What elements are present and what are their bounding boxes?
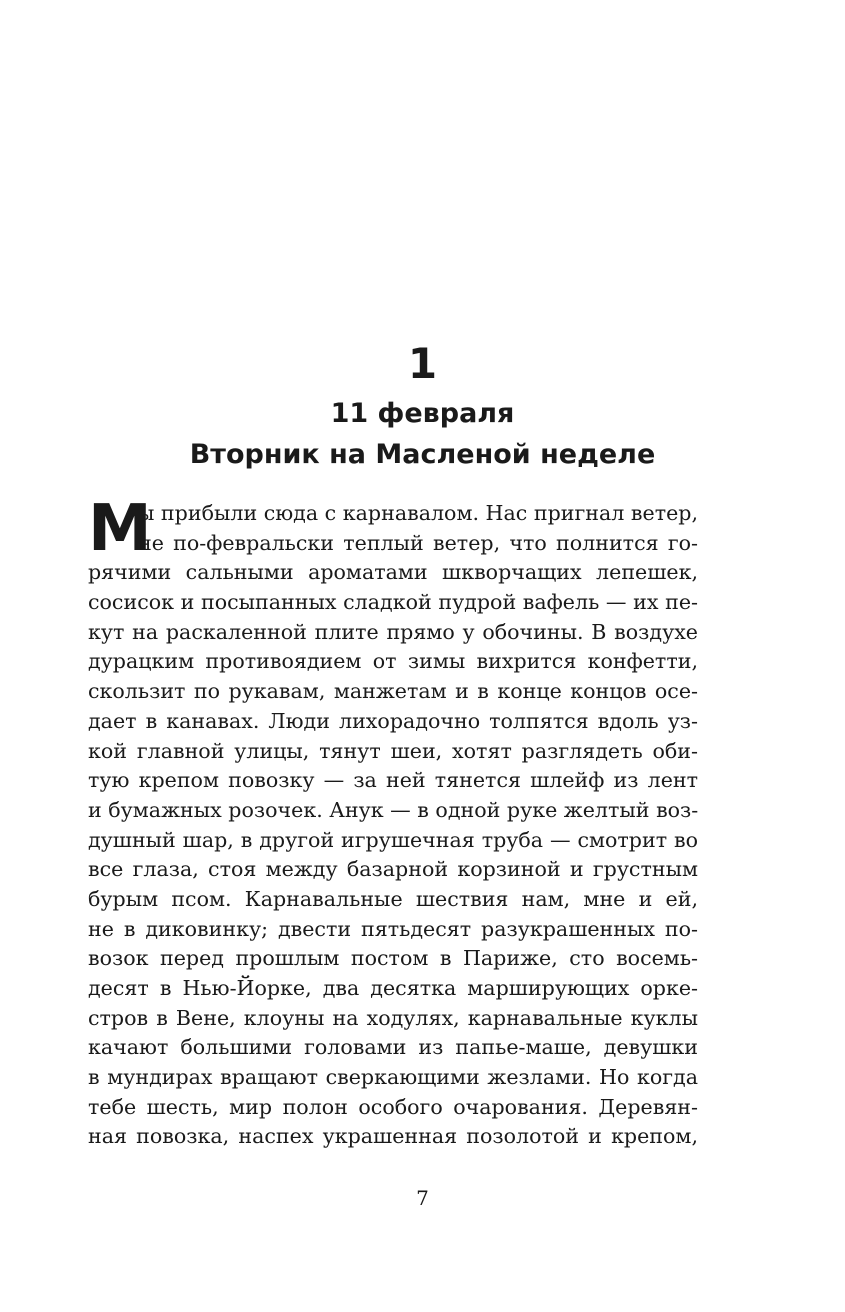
chapter-subtitle: Вторник на Масленой неделе [189,439,656,470]
text-line: кут на раскаленной плите прямо у обочины. В воздухе [88,619,698,644]
chapter-body [88,492,699,1152]
drop-cap: М [88,492,151,566]
text-line: дурацким противоядием от зимы вихрится конфетти, [88,649,698,674]
text-line: сосисок и посыпанных сладкой пудрой вафель — их пе- [88,590,698,615]
text-line: не в диковинку; двести пятьдесят разукрашенных по- [88,916,698,941]
text-line: и бумажных розочек. Анук — в одной руке желтый воз- [88,797,699,822]
text-line: тебе шесть, мир полон особого очарования. Деревян- [88,1094,698,1119]
text-line: не по-февральски теплый ветер, что полнится го- [138,530,698,555]
chapter-number: 1 [407,339,438,388]
text-line: десят в Нью-Йорке, два десятка марширующих орке- [88,976,698,1000]
text-line: дает в канавах. Люди лихорадочно толпятся вдоль уз- [88,708,698,733]
text-line: стров в Вене, клоуны на ходулях, карнавальные куклы [88,1005,698,1030]
text-line: в мундирах вращают сверкающими жезлами. Но когда [88,1065,698,1090]
text-line: ная повозка, наспех украшенная позолотой и крепом, [88,1124,698,1149]
text-line: душный шар, в другой игрушечная труба — смотрит во [88,827,698,852]
text-line: качают большими головами из папье-маше, девушки [88,1035,698,1060]
text-line: возок перед прошлым постом в Париже, сто восемь- [88,946,698,971]
text-line: бурым псом. Карнавальные шествия нам, мне и ей, [88,886,698,911]
text-line: тую крепом повозку — за ней тянется шлейф из лент [88,768,698,793]
page-number: 7 [416,1186,429,1210]
text-line: кой главной улицы, тянут шеи, хотят разглядеть оби- [88,738,698,763]
text-line: ы прибыли сюда с карнавалом. Нас пригнал ветер, [138,501,699,525]
chapter-date: 11 февраля [330,398,515,429]
text-line: все глаза, стоя между базарной корзиной и грустным [88,857,698,882]
text-line: рячими сальными ароматами шкворчащих лепешек, [88,560,698,585]
text-line: скользит по рукавам, манжетам и в конце концов осе- [88,679,698,704]
